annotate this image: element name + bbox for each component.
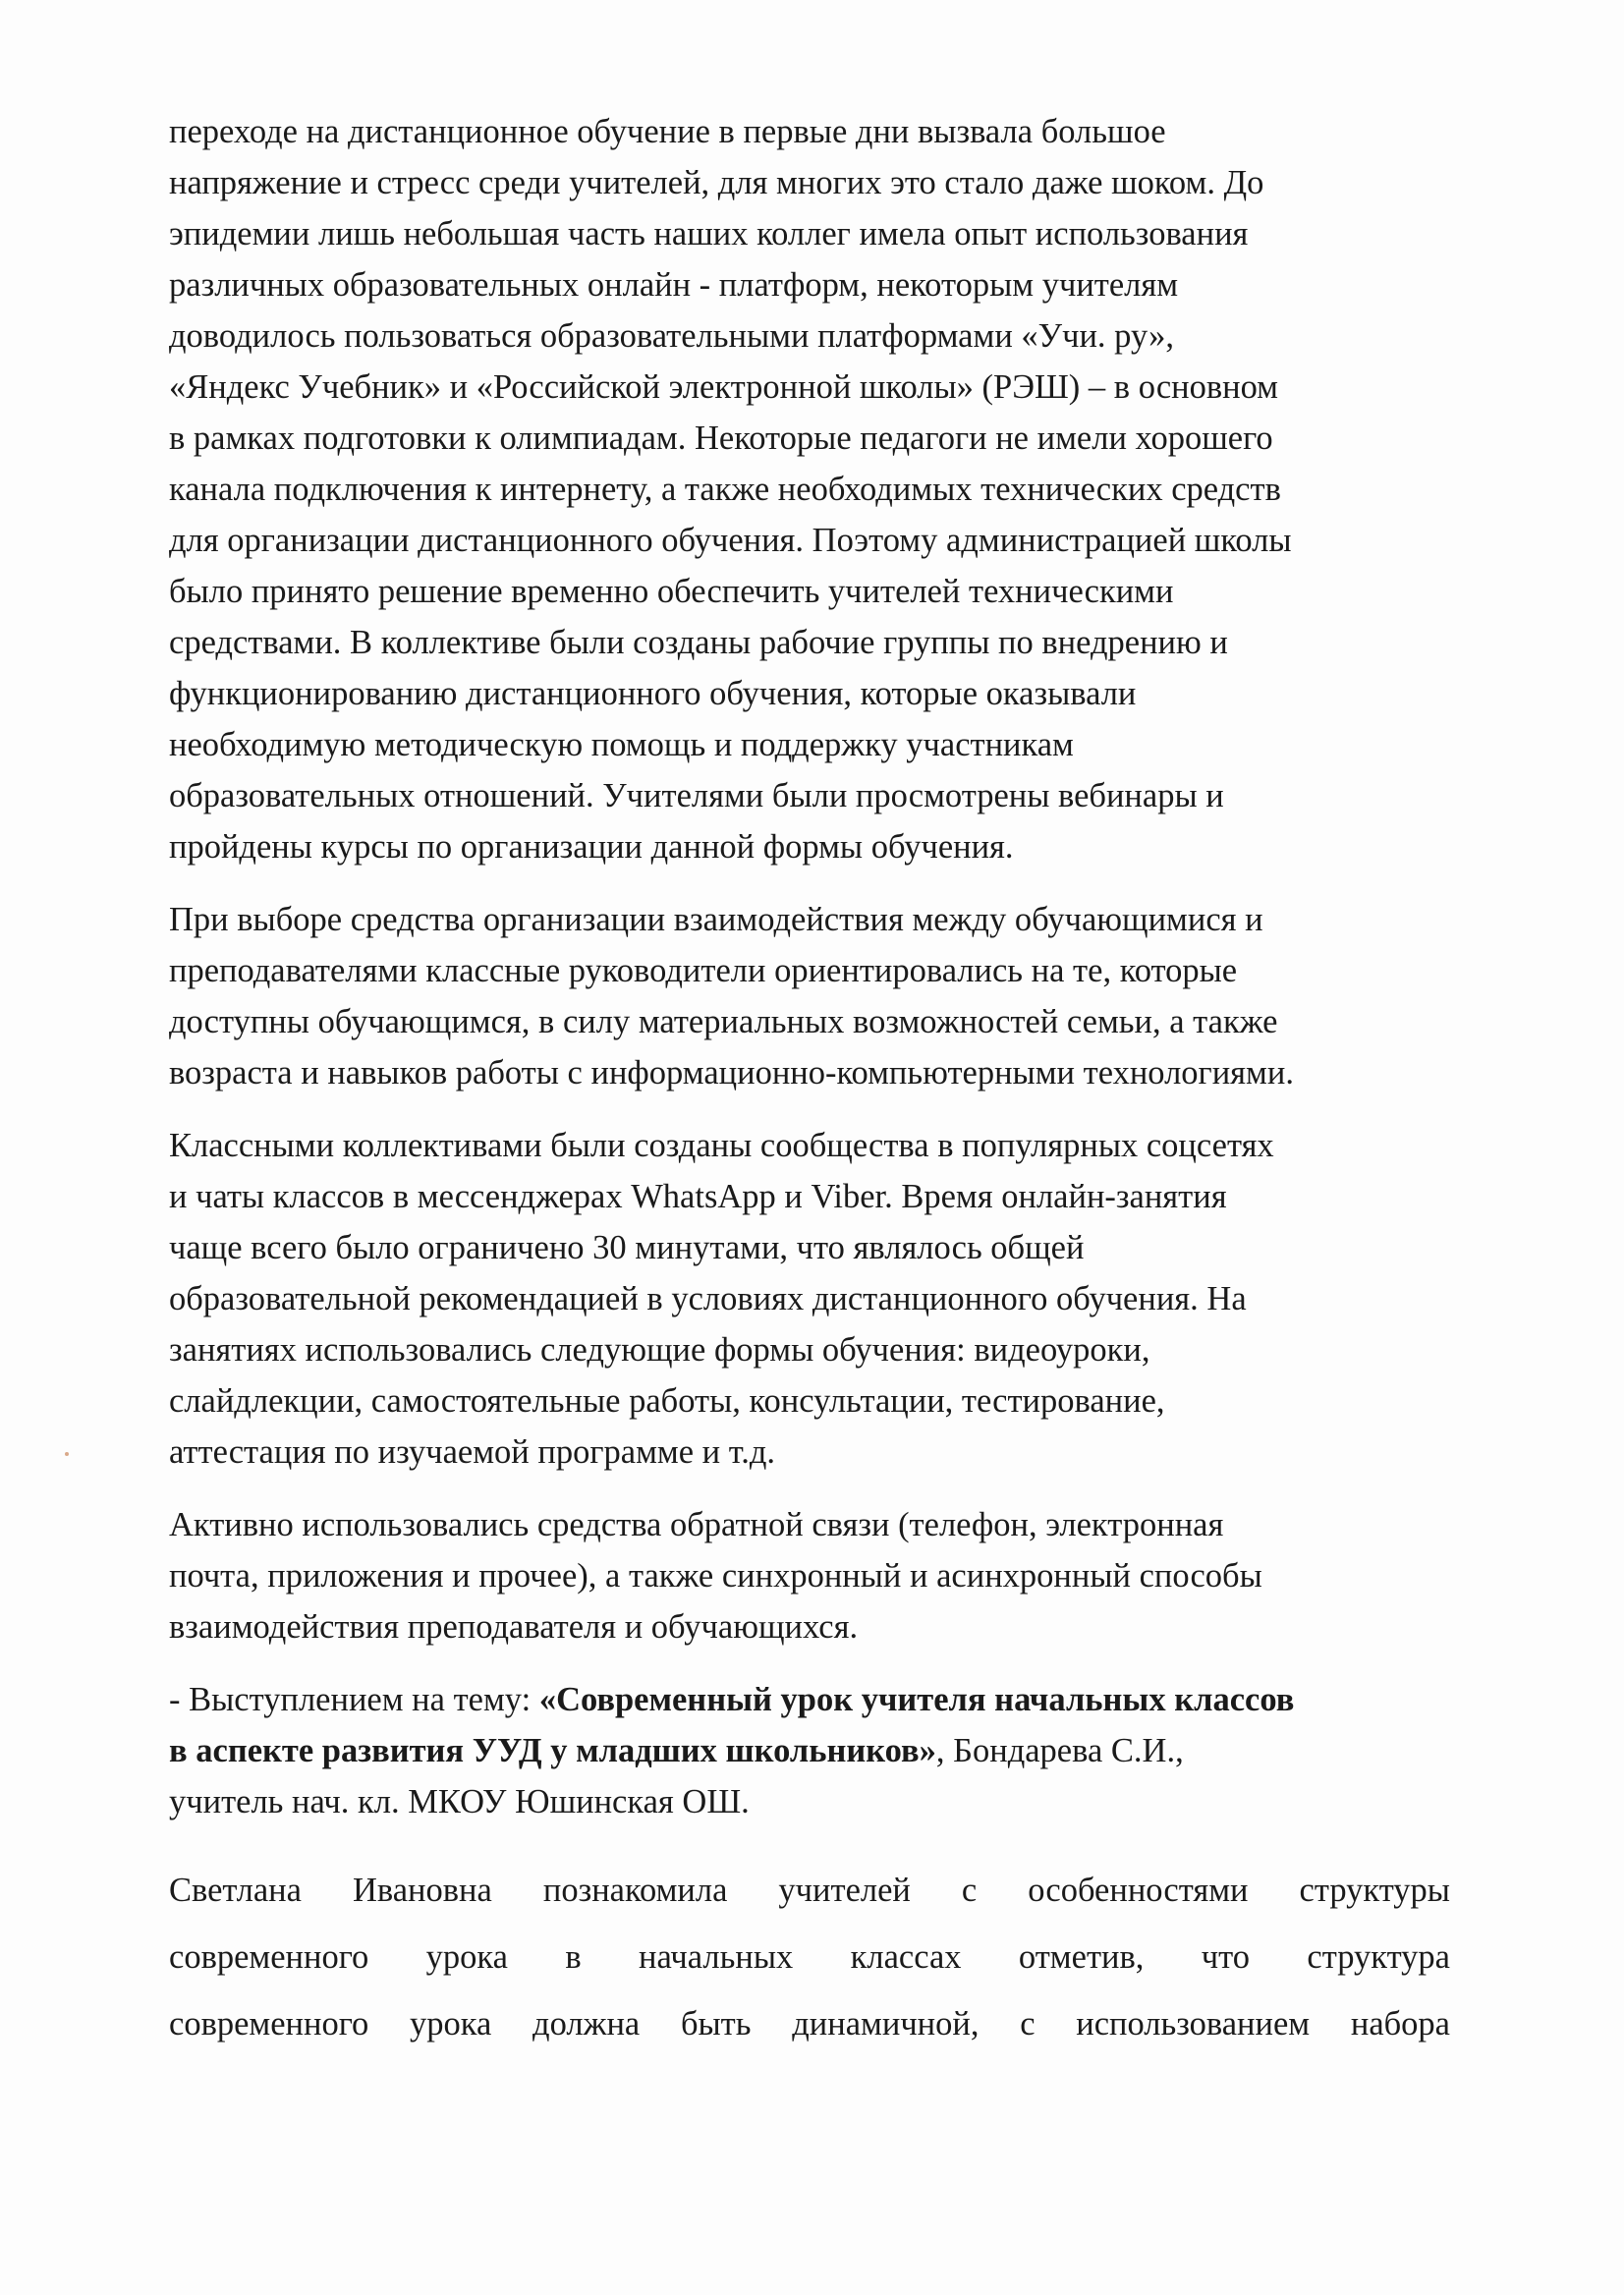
text-line: было принято решение временно обеспечить учителей техническими	[169, 573, 1174, 610]
topic-title-part1: «Современный урок учителя начальных классов	[538, 1681, 1295, 1718]
text-line: эпидемии лишь небольшая часть наших коллег имела опыт использования	[169, 215, 1249, 252]
paragraph-feedback-tools	[169, 1499, 1450, 1652]
text-line: доводилось пользоваться образовательными платформами «Учи. ру»,	[169, 317, 1174, 355]
text-line	[169, 1725, 1450, 1776]
text-line: преподавателями классные руководители ориентировались на те, которые	[169, 952, 1238, 989]
text-line: напряжение и стресс среди учителей, для многих это стало даже шоком. До	[169, 164, 1264, 201]
text-line: Активно использовались средства обратной связи (телефон, электронная	[169, 1506, 1224, 1543]
text-line	[169, 1674, 1450, 1725]
paragraph-remote-learning-transition	[169, 106, 1450, 872]
text-line: современного урока в начальных классах отметив, что структура	[169, 1938, 1450, 1976]
text-line: Классными коллективами были созданы сообщества в популярных соцсетях	[169, 1127, 1274, 1164]
text-line: занятиях использовались следующие формы обучения: видеоуроки,	[169, 1331, 1150, 1369]
text-line: При выборе средства организации взаимодействия между обучающимися и	[169, 901, 1263, 938]
text-line: слайдлекции, самостоятельные работы, консультации, тестирование,	[169, 1382, 1165, 1420]
text-line: необходимую методическую помощь и поддержку участникам	[169, 726, 1074, 763]
text-line: возраста и навыков работы с информационно-компьютерными технологиями.	[169, 1054, 1294, 1092]
text-line: почта, приложения и прочее), а также синхронный и асинхронный способы	[169, 1557, 1262, 1595]
topic-prefix: - Выступлением на тему:	[169, 1681, 539, 1718]
paragraph-presentation-topic	[169, 1674, 1450, 1827]
text-line: взаимодействия преподавателя и обучающихся.	[169, 1608, 859, 1646]
text-line: Светлана Ивановна познакомила учителей с особенностями структуры	[169, 1872, 1450, 1909]
paragraph-interaction-tools	[169, 894, 1450, 1098]
text-line: «Яндекс Учебник» и «Российской электронной школы» (РЭШ) – в основном	[169, 368, 1279, 406]
scan-speck	[65, 1452, 69, 1456]
text-line: пройдены курсы по организации данной формы обучения.	[169, 828, 1014, 866]
text-line: и чаты классов в мессенджерах WhatsApp и Viber. Время онлайн-занятия	[169, 1178, 1227, 1215]
text-line: переходе на дистанционное обучение в первые дни вызвала большое	[169, 113, 1166, 150]
topic-title-part2: в аспекте развития УУД у младших школьников»	[169, 1732, 936, 1769]
text-line: средствами. В коллективе были созданы рабочие группы по внедрению и	[169, 624, 1228, 661]
text-line: различных образовательных онлайн - платформ, некоторым учителям	[169, 266, 1179, 304]
text-line: современного урока должна быть динамичной, с использованием набора	[169, 2005, 1450, 2043]
paragraph-class-communities	[169, 1120, 1450, 1478]
paragraph-modern-lesson-structure	[169, 1857, 1450, 2057]
text-line: образовательных отношений. Учителями были просмотрены вебинары и	[169, 777, 1224, 814]
text-line: чаще всего было ограничено 30 минутами, что являлось общей	[169, 1229, 1085, 1266]
text-line: функционированию дистанционного обучения, которые оказывали	[169, 675, 1137, 712]
document-body	[169, 106, 1450, 2057]
text-line: образовательной рекомендацией в условиях дистанционного обучения. На	[169, 1280, 1247, 1317]
speaker-position: учитель нач. кл. МКОУ Юшинская ОШ.	[169, 1783, 750, 1820]
text-line: в рамках подготовки к олимпиадам. Некоторые педагоги не имели хорошего	[169, 420, 1273, 457]
text-line: аттестация по изучаемой программе и т.д.	[169, 1433, 776, 1471]
text-line: для организации дистанционного обучения. Поэтому администрацией школы	[169, 522, 1292, 559]
text-line: канала подключения к интернету, а также необходимых технических средств	[169, 471, 1281, 508]
text-line: доступны обучающимся, в силу материальных возможностей семьи, а также	[169, 1003, 1278, 1040]
speaker-name: , Бондарева С.И.,	[935, 1732, 1184, 1769]
